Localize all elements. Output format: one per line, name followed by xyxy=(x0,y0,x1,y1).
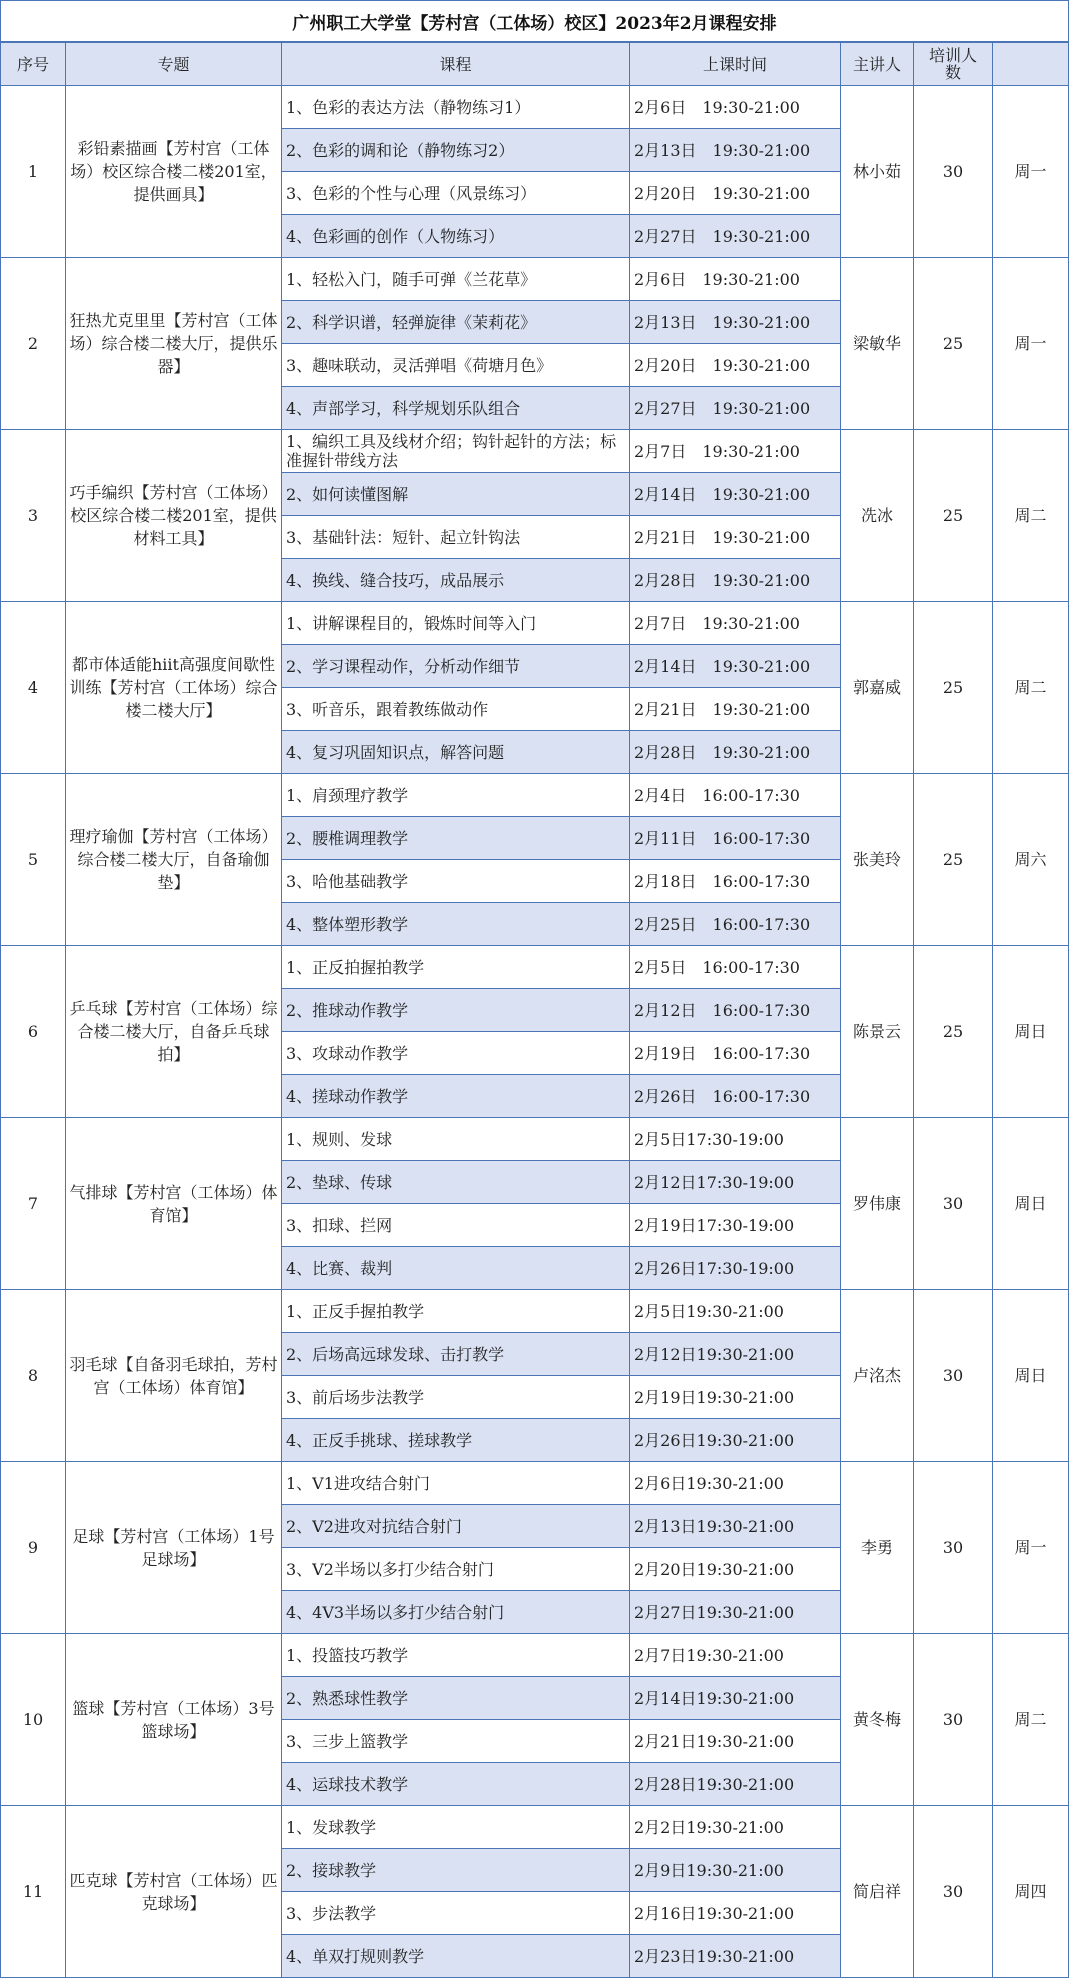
topic-cell xyxy=(65,945,282,1118)
course-text: 2、如何读懂图解 xyxy=(286,484,409,504)
course-text: 2、推球动作教学 xyxy=(286,1000,409,1020)
course-text: 3、基础针法：短针、起立针钩法 xyxy=(286,527,521,547)
course-cell xyxy=(281,171,630,215)
time-cell: 2月20日19:30-21:00 xyxy=(629,1547,841,1591)
course-text: 2、接球教学 xyxy=(286,1860,377,1880)
course-cell xyxy=(281,558,630,602)
time-cell: 2月20日 19:30-21:00 xyxy=(629,171,841,215)
time-cell: 2月28日 19:30-21:00 xyxy=(629,558,841,602)
time-cell: 2月21日 19:30-21:00 xyxy=(629,687,841,731)
count-cell: 25 xyxy=(913,773,993,946)
time-cell: 2月6日 19:30-21:00 xyxy=(629,85,841,129)
topic-text: 理疗瑜伽【芳村宫（工体场）综合楼二楼大厅，自备瑜伽垫】 xyxy=(69,827,278,892)
time-cell: 2月12日17:30-19:00 xyxy=(629,1160,841,1204)
lecturer-cell: 林小茹 xyxy=(840,85,914,258)
time-cell: 2月26日19:30-21:00 xyxy=(629,1418,841,1462)
time-cell: 2月13日19:30-21:00 xyxy=(629,1504,841,1548)
course-text: 3、攻球动作教学 xyxy=(286,1043,409,1063)
time-cell: 2月18日 16:00-17:30 xyxy=(629,859,841,903)
time-cell: 2月9日19:30-21:00 xyxy=(629,1848,841,1892)
header-lecturer: 主讲人 xyxy=(840,42,914,86)
course-text: 1、肩颈理疗教学 xyxy=(286,785,409,805)
time-cell: 2月27日19:30-21:00 xyxy=(629,1590,841,1634)
weekday-cell: 周二 xyxy=(992,429,1069,602)
course-text: 1、讲解课程目的，锻炼时间等入门 xyxy=(286,613,537,633)
course-cell xyxy=(281,1547,630,1591)
time-cell: 2月7日19:30-21:00 xyxy=(629,1633,841,1677)
course-cell xyxy=(281,945,630,989)
lecturer-cell: 张美玲 xyxy=(840,773,914,946)
time-cell: 2月6日19:30-21:00 xyxy=(629,1461,841,1505)
course-text: 3、趣味联动，灵活弹唱《荷塘月色》 xyxy=(286,355,553,375)
course-cell xyxy=(281,1633,630,1677)
course-text: 3、步法教学 xyxy=(286,1903,377,1923)
topic-text: 气排球【芳村宫（工体场）体育馆】 xyxy=(69,1182,278,1225)
course-cell xyxy=(281,472,630,516)
course-cell xyxy=(281,1418,630,1462)
course-text: 2、V2进攻对抗结合射门 xyxy=(286,1516,462,1536)
sheet-title: 广州职工大学堂【芳村宫（工体场）校区】2023年2月课程安排 xyxy=(0,0,1069,42)
course-text: 4、正反手挑球、搓球教学 xyxy=(286,1430,473,1450)
course-text: 2、科学识谱，轻弹旋律《茉莉花》 xyxy=(286,312,537,332)
weekday-cell: 周日 xyxy=(992,1117,1069,1290)
course-cell xyxy=(281,85,630,129)
lecturer-cell: 李勇 xyxy=(840,1461,914,1634)
topic-text: 都市体适能hiit高强度间歇性训练【芳村宫（工体场）综合楼二楼大厅】 xyxy=(69,655,278,720)
weekday-cell: 周日 xyxy=(992,1289,1069,1462)
course-cell xyxy=(281,1676,630,1720)
time-cell: 2月28日19:30-21:00 xyxy=(629,1762,841,1806)
time-cell: 2月27日 19:30-21:00 xyxy=(629,214,841,258)
row-number: 2 xyxy=(0,257,66,430)
course-cell xyxy=(281,429,630,473)
course-text: 4、搓球动作教学 xyxy=(286,1086,409,1106)
time-cell: 2月14日 19:30-21:00 xyxy=(629,472,841,516)
topic-cell xyxy=(65,1805,282,1978)
header-course: 课程 xyxy=(281,42,630,86)
course-cell xyxy=(281,1074,630,1118)
count-cell: 30 xyxy=(913,85,993,258)
lecturer-cell: 梁敏华 xyxy=(840,257,914,430)
course-text: 4、整体塑形教学 xyxy=(286,914,409,934)
lecturer-cell: 简启祥 xyxy=(840,1805,914,1978)
weekday-cell: 周一 xyxy=(992,85,1069,258)
course-text: 2、腰椎调理教学 xyxy=(286,828,409,848)
course-cell xyxy=(281,902,630,946)
course-text: 1、V1进攻结合射门 xyxy=(286,1473,430,1493)
course-cell xyxy=(281,1461,630,1505)
course-cell xyxy=(281,515,630,559)
count-cell: 30 xyxy=(913,1805,993,1978)
weekday-cell: 周四 xyxy=(992,1805,1069,1978)
time-cell: 2月7日 19:30-21:00 xyxy=(629,601,841,645)
course-text: 2、垫球、传球 xyxy=(286,1172,393,1192)
course-text: 1、投篮技巧教学 xyxy=(286,1645,409,1665)
header-time: 上课时间 xyxy=(629,42,841,86)
course-cell xyxy=(281,1375,630,1419)
row-number: 6 xyxy=(0,945,66,1118)
topic-cell xyxy=(65,429,282,602)
course-cell xyxy=(281,601,630,645)
count-cell: 30 xyxy=(913,1117,993,1290)
time-cell: 2月2日19:30-21:00 xyxy=(629,1805,841,1849)
course-text: 4、复习巩固知识点，解答问题 xyxy=(286,742,505,762)
course-text: 2、学习课程动作，分析动作细节 xyxy=(286,656,521,676)
time-cell: 2月12日19:30-21:00 xyxy=(629,1332,841,1376)
topic-text: 匹克球【芳村宫（工体场）匹克球场】 xyxy=(69,1870,278,1913)
row-number: 10 xyxy=(0,1633,66,1806)
weekday-cell: 周二 xyxy=(992,1633,1069,1806)
time-cell: 2月21日 19:30-21:00 xyxy=(629,515,841,559)
weekday-cell: 周日 xyxy=(992,945,1069,1118)
topic-text: 足球【芳村宫（工体场）1号足球场】 xyxy=(72,1526,275,1569)
time-cell: 2月14日19:30-21:00 xyxy=(629,1676,841,1720)
topic-cell xyxy=(65,773,282,946)
course-cell xyxy=(281,816,630,860)
weekday-cell: 周一 xyxy=(992,1461,1069,1634)
course-cell xyxy=(281,257,630,301)
course-cell xyxy=(281,988,630,1032)
time-cell: 2月19日17:30-19:00 xyxy=(629,1203,841,1247)
course-text: 1、编织工具及线材介绍；钩针起针的方法；标准握针带线方法 xyxy=(286,432,617,470)
course-cell xyxy=(281,1934,630,1978)
time-cell: 2月4日 16:00-17:30 xyxy=(629,773,841,817)
course-cell xyxy=(281,730,630,774)
course-text: 1、色彩的表达方法（静物练习1） xyxy=(286,97,531,117)
topic-text: 篮球【芳村宫（工体场）3号篮球场】 xyxy=(72,1698,275,1741)
header-no: 序号 xyxy=(0,42,66,86)
topic-text: 乒乓球【芳村宫（工体场）综合楼二楼大厅，自备乒乓球拍】 xyxy=(69,999,278,1064)
course-text: 1、轻松入门，随手可弹《兰花草》 xyxy=(286,269,537,289)
count-cell: 25 xyxy=(913,601,993,774)
row-number: 11 xyxy=(0,1805,66,1978)
course-text: 4、色彩画的创作（人物练习） xyxy=(286,226,505,246)
time-cell: 2月27日 19:30-21:00 xyxy=(629,386,841,430)
count-cell: 25 xyxy=(913,429,993,602)
time-cell: 2月7日 19:30-21:00 xyxy=(629,429,841,473)
course-cell xyxy=(281,1246,630,1290)
course-cell xyxy=(281,687,630,731)
lecturer-cell: 郭嘉威 xyxy=(840,601,914,774)
count-cell: 30 xyxy=(913,1461,993,1634)
course-cell xyxy=(281,1031,630,1075)
course-cell xyxy=(281,1805,630,1849)
course-cell xyxy=(281,644,630,688)
topic-cell xyxy=(65,1633,282,1806)
row-number: 8 xyxy=(0,1289,66,1462)
course-text: 1、正反拍握拍教学 xyxy=(286,957,425,977)
time-cell: 2月5日17:30-19:00 xyxy=(629,1117,841,1161)
course-cell xyxy=(281,1590,630,1634)
count-cell: 25 xyxy=(913,257,993,430)
time-cell: 2月12日 16:00-17:30 xyxy=(629,988,841,1032)
course-text: 4、单双打规则教学 xyxy=(286,1946,425,1966)
lecturer-cell: 陈景云 xyxy=(840,945,914,1118)
count-cell: 30 xyxy=(913,1633,993,1806)
course-cell xyxy=(281,1332,630,1376)
time-cell: 2月19日 16:00-17:30 xyxy=(629,1031,841,1075)
course-cell xyxy=(281,859,630,903)
count-cell: 30 xyxy=(913,1289,993,1462)
lecturer-cell: 冼冰 xyxy=(840,429,914,602)
header-count: 培训人数 xyxy=(913,42,993,86)
course-text: 3、扣球、拦网 xyxy=(286,1215,393,1235)
course-text: 4、4V3半场以多打少结合射门 xyxy=(286,1602,505,1622)
row-number: 9 xyxy=(0,1461,66,1634)
course-cell xyxy=(281,343,630,387)
time-cell: 2月19日19:30-21:00 xyxy=(629,1375,841,1419)
course-text: 3、听音乐，跟着教练做动作 xyxy=(286,699,489,719)
course-cell xyxy=(281,773,630,817)
time-cell: 2月11日 16:00-17:30 xyxy=(629,816,841,860)
lecturer-cell: 罗伟康 xyxy=(840,1117,914,1290)
course-text: 4、比赛、裁判 xyxy=(286,1258,393,1278)
time-cell: 2月25日 16:00-17:30 xyxy=(629,902,841,946)
course-text: 1、规则、发球 xyxy=(286,1129,393,1149)
topic-cell xyxy=(65,1117,282,1290)
time-cell: 2月6日 19:30-21:00 xyxy=(629,257,841,301)
course-cell xyxy=(281,1160,630,1204)
course-cell xyxy=(281,300,630,344)
row-number: 5 xyxy=(0,773,66,946)
course-text: 3、前后场步法教学 xyxy=(286,1387,425,1407)
topic-text: 狂热尤克里里【芳村宫（工体场）综合楼二楼大厅，提供乐器】 xyxy=(69,311,278,376)
topic-cell xyxy=(65,601,282,774)
course-cell xyxy=(281,1289,630,1333)
course-text: 4、运球技术教学 xyxy=(286,1774,409,1794)
topic-cell xyxy=(65,1289,282,1462)
lecturer-cell: 黄冬梅 xyxy=(840,1633,914,1806)
course-cell xyxy=(281,1719,630,1763)
weekday-cell: 周六 xyxy=(992,773,1069,946)
time-cell: 2月28日 19:30-21:00 xyxy=(629,730,841,774)
course-cell xyxy=(281,386,630,430)
course-text: 3、色彩的个性与心理（风景练习） xyxy=(286,183,537,203)
course-cell xyxy=(281,1117,630,1161)
course-cell xyxy=(281,1762,630,1806)
row-number: 3 xyxy=(0,429,66,602)
course-text: 2、色彩的调和论（静物练习2） xyxy=(286,140,515,160)
header-topic: 专题 xyxy=(65,42,282,86)
time-cell: 2月13日 19:30-21:00 xyxy=(629,300,841,344)
weekday-cell: 周二 xyxy=(992,601,1069,774)
time-cell: 2月16日19:30-21:00 xyxy=(629,1891,841,1935)
time-cell: 2月23日19:30-21:00 xyxy=(629,1934,841,1978)
time-cell: 2月21日19:30-21:00 xyxy=(629,1719,841,1763)
header-weekday xyxy=(992,42,1069,86)
course-cell xyxy=(281,1848,630,1892)
time-cell: 2月20日 19:30-21:00 xyxy=(629,343,841,387)
course-text: 2、后场高远球发球、击打教学 xyxy=(286,1344,505,1364)
course-text: 1、发球教学 xyxy=(286,1817,377,1837)
topic-text: 巧手编织【芳村宫（工体场）校区综合楼二楼201室，提供材料工具】 xyxy=(69,483,278,548)
topic-cell xyxy=(65,1461,282,1634)
course-text: 1、正反手握拍教学 xyxy=(286,1301,425,1321)
course-text: 2、熟悉球性教学 xyxy=(286,1688,409,1708)
row-number: 7 xyxy=(0,1117,66,1290)
time-cell: 2月26日17:30-19:00 xyxy=(629,1246,841,1290)
topic-cell xyxy=(65,85,282,258)
time-cell: 2月5日 16:00-17:30 xyxy=(629,945,841,989)
course-cell xyxy=(281,1504,630,1548)
topic-text: 羽毛球【自备羽毛球拍，芳村宫（工体场）体育馆】 xyxy=(69,1354,278,1397)
row-number: 4 xyxy=(0,601,66,774)
course-text: 4、声部学习，科学规划乐队组合 xyxy=(286,398,521,418)
time-cell: 2月13日 19:30-21:00 xyxy=(629,128,841,172)
count-cell: 25 xyxy=(913,945,993,1118)
lecturer-cell: 卢洺杰 xyxy=(840,1289,914,1462)
course-text: 4、换线、缝合技巧，成品展示 xyxy=(286,570,505,590)
weekday-cell: 周一 xyxy=(992,257,1069,430)
topic-cell xyxy=(65,257,282,430)
course-text: 3、V2半场以多打少结合射门 xyxy=(286,1559,494,1579)
time-cell: 2月26日 16:00-17:30 xyxy=(629,1074,841,1118)
course-cell xyxy=(281,214,630,258)
course-cell xyxy=(281,1891,630,1935)
course-cell xyxy=(281,1203,630,1247)
course-text: 3、三步上篮教学 xyxy=(286,1731,409,1751)
course-text: 3、哈他基础教学 xyxy=(286,871,409,891)
topic-text: 彩铅素描画【芳村宫（工体场）校区综合楼二楼201室，提供画具】 xyxy=(70,139,277,204)
course-cell xyxy=(281,128,630,172)
row-number: 1 xyxy=(0,85,66,258)
time-cell: 2月5日19:30-21:00 xyxy=(629,1289,841,1333)
time-cell: 2月14日 19:30-21:00 xyxy=(629,644,841,688)
